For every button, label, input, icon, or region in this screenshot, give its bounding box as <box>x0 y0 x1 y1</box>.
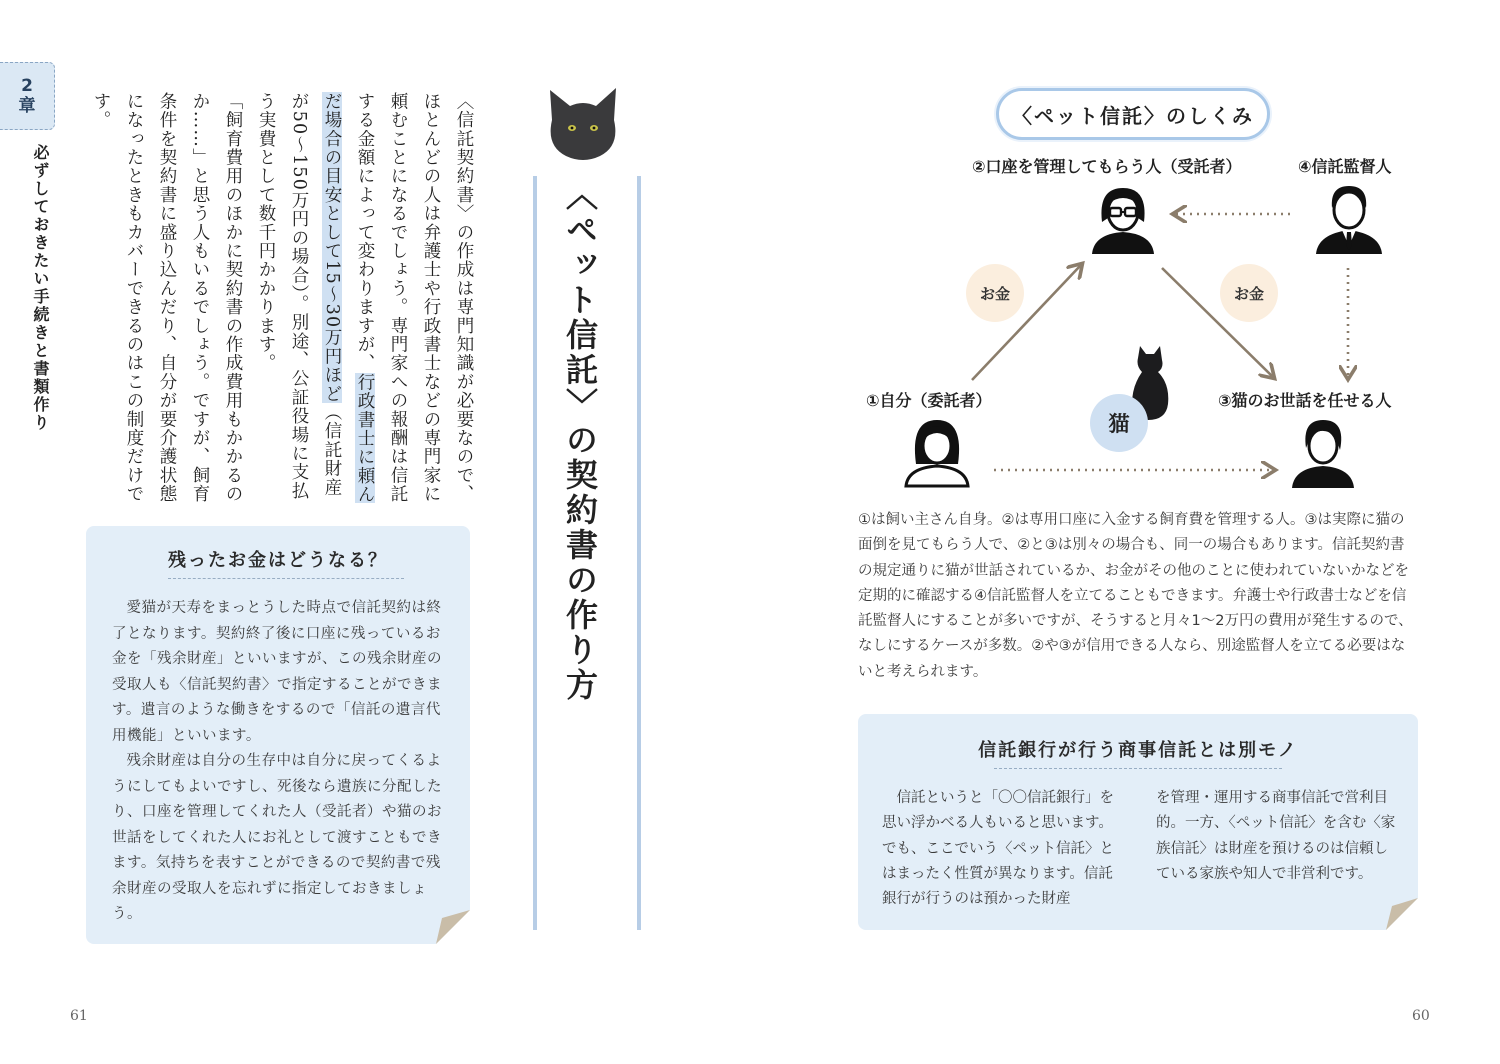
diagram-title: 〈ペット信託〉のしくみ <box>996 88 1270 140</box>
callout-left-divider <box>168 578 404 579</box>
black-cat-face-icon <box>544 86 622 164</box>
callout-right-col1-text: 信託というと「〇〇信託銀行」を思い浮かべる人もいると思います。でも、ここでいう〈ペット信託〉とはまったく性質が異なります。信託銀行が行うのは預かった財産 <box>882 790 1114 908</box>
body-p1-part-a: 〈信託契約書〉の作成は専門知識が必要なので、ほとんどの人は弁護士や行政書士などの専門家に頼むことになるでしょう。専門家への報酬は信託する金額によって変わりますが、 <box>355 92 474 504</box>
callout-right-col2-text: を管理・運用する商事信託で営利目的。一方、〈ペット信託〉を含む〈家族信託〉は財産を預けるのは信頼している家族や知人で非営利です。 <box>1156 790 1396 882</box>
page-number-right: 60 <box>1412 1008 1430 1024</box>
callout-trust-bank <box>858 714 1418 930</box>
explanation-text: ①は飼い主さん自身。②は専用口座に入金する飼育費を管理する人。③は実際に猫の面倒を見てもらう人で、②と③は別々の場合も、同一の場合もあります。信託契約書の規定通りに猫が世話されているか、お金がその他のことに使われていないかなどを定期的に確認する④信託監督人を立てることもできます。弁護士や行政書士などを信託監督人にすることが多いですが、そうすると月々1〜2万円の費用が発生するので、なしにするケースが多数。②や③が信用できる人なら、別途監督人を立てる必要はないと考えられます。 <box>858 512 1413 680</box>
diagram-explanation <box>858 508 1418 685</box>
page-fold-icon <box>436 910 470 944</box>
role-settlor-label: ①自分（委託者） <box>866 391 992 410</box>
callout-left-text <box>112 596 448 928</box>
body-p1-highlight: 行政書士に頼んだ場合の目安として15〜30万円ほど <box>322 92 375 504</box>
role-supervisor-label: ④信託監督人 <box>1298 157 1392 176</box>
cat-badge: 猫 <box>1090 394 1148 452</box>
body-text <box>84 92 480 512</box>
callout-left-p1: 愛猫が天寿をまっとうした時点で信託契約は終了となります。契約終了後に口座に残っているお金を「残余財産」といいますが、この残余財産の受取人も〈信託契約書〉で指定することができます。遺言のような働きをするので「信託の遺言代用機能」といいます。 <box>112 600 442 744</box>
body-p1-part-b: （信託財産が50〜150万円の場合）。別途、公証役場に支払う実費として数千円かかります。 <box>256 92 342 501</box>
page-number-left: 61 <box>70 1008 88 1024</box>
section-heading: 〈ペット信託〉の契約書の作り方 <box>561 178 599 703</box>
chapter-title: 必ずしておきたい手続きと書類作り <box>31 144 50 432</box>
callout-left-p2: 残余財産は自分の生存中は自分に戻ってくるようにしてもよいですし、死後なら遺族に分配したり、口座を管理してくれた人（受託者）や猫のお世話をしてくれた人にお礼として渡すこともできます。気持ちを表すことができるので契約書で残余財産の受取人を忘れずに指定しておきましょう。 <box>112 753 442 922</box>
callout-right-title: 信託銀行が行う商事信託とは別モノ <box>978 740 1298 761</box>
chapter-number: 2 <box>21 75 33 96</box>
callout-remaining-money <box>86 526 470 944</box>
page-fold-icon <box>1386 898 1418 930</box>
callout-right-divider <box>994 768 1282 769</box>
money-badge-left: お金 <box>966 264 1024 322</box>
body-paragraph-1 <box>249 92 480 512</box>
heading-bar-right <box>637 176 641 930</box>
money-badge-right: お金 <box>1220 264 1278 322</box>
callout-right-col1 <box>882 786 1122 912</box>
callout-left-title: 残ったお金はどうなる？ <box>168 550 388 571</box>
role-caretaker-label: ③猫のお世話を任せる人 <box>1218 391 1392 410</box>
body-paragraph-2: 「飼育費用のほかに契約書の作成費用もかかるのか……」と思う人もいるでしょう。ですが、飼育条件を契約書に盛り込んだり、自分が要介護状態になったときもカバーできるのはこの制度だけです。 <box>91 92 243 504</box>
heading-bar-left <box>533 176 537 930</box>
role-trustee-label: ②口座を管理してもらう人（受託者） <box>972 157 1242 176</box>
chapter-unit: 章 <box>18 96 36 116</box>
callout-right-col2 <box>1156 786 1396 887</box>
chapter-tab <box>0 62 55 130</box>
